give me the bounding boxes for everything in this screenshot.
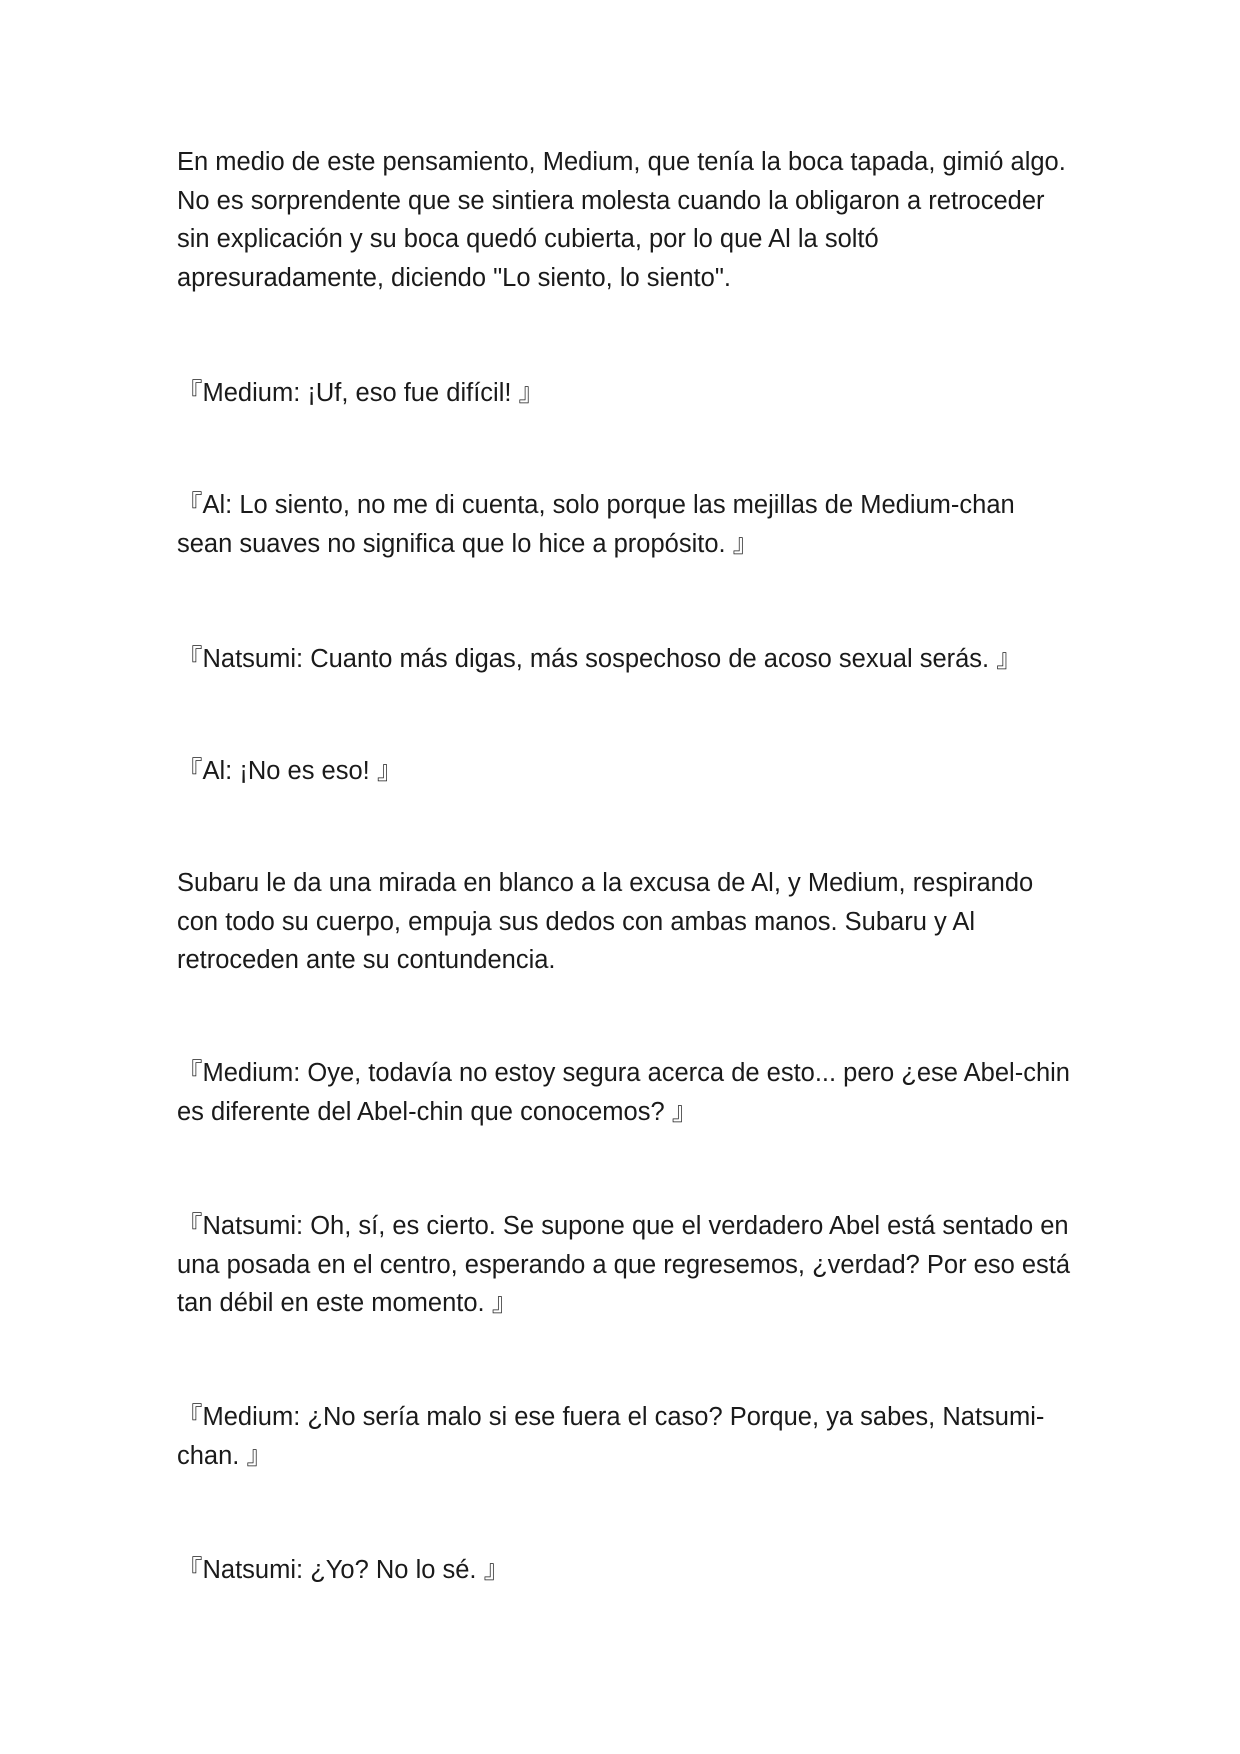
narration-paragraph: En medio de este pensamiento, Medium, que tenía la boca tapada, gimió algo. No es sorprendente que se sintiera molesta cuando la obligaron a retroceder sin explicación y su boca quedó cubierta, por lo que Al la soltó apresuradamente, diciendo "Lo siento, lo siento". [177, 148, 1066, 292]
dialogue-line-natsumi: 『Natsumi: ¿Yo? No lo sé. 』 [177, 1556, 510, 1584]
dialogue-line-medium: 『Medium: ¿No sería malo si ese fuera el caso? Porque, ya sabes, Natsumi-chan. 』 [177, 1403, 1045, 1470]
dialogue-line-medium: 『Medium: ¡Uf, eso fue difícil! 』 [177, 379, 545, 407]
dialogue-line-natsumi: 『Natsumi: Oh, sí, es cierto. Se supone que el verdadero Abel está sentado en una posada en el centro, esperando a que regresemos, ¿verdad? Por eso está tan débil en este momento. 』 [177, 1212, 1071, 1317]
narration-paragraph: Subaru le da una mirada en blanco a la excusa de Al, y Medium, respirando con todo su cuerpo, empuja sus dedos con ambas manos. Subaru y Al retroceden ante su contundencia. [177, 869, 1034, 974]
dialogue-line-medium: 『Medium: Oye, todavía no estoy segura acerca de esto... pero ¿ese Abel-chin es diferente del Abel-chin que conocemos? 』 [177, 1059, 1070, 1126]
dialogue-line-al: 『Al: ¡No es eso! 』 [177, 757, 403, 785]
dialogue-line-al: 『Al: Lo siento, no me di cuenta, solo porque las mejillas de Medium-chan sean suaves no significa que lo hice a propósito. 』 [177, 491, 1015, 558]
dialogue-line-natsumi: 『Natsumi: Cuanto más digas, más sospechoso de acoso sexual serás. 』 [177, 645, 1022, 673]
